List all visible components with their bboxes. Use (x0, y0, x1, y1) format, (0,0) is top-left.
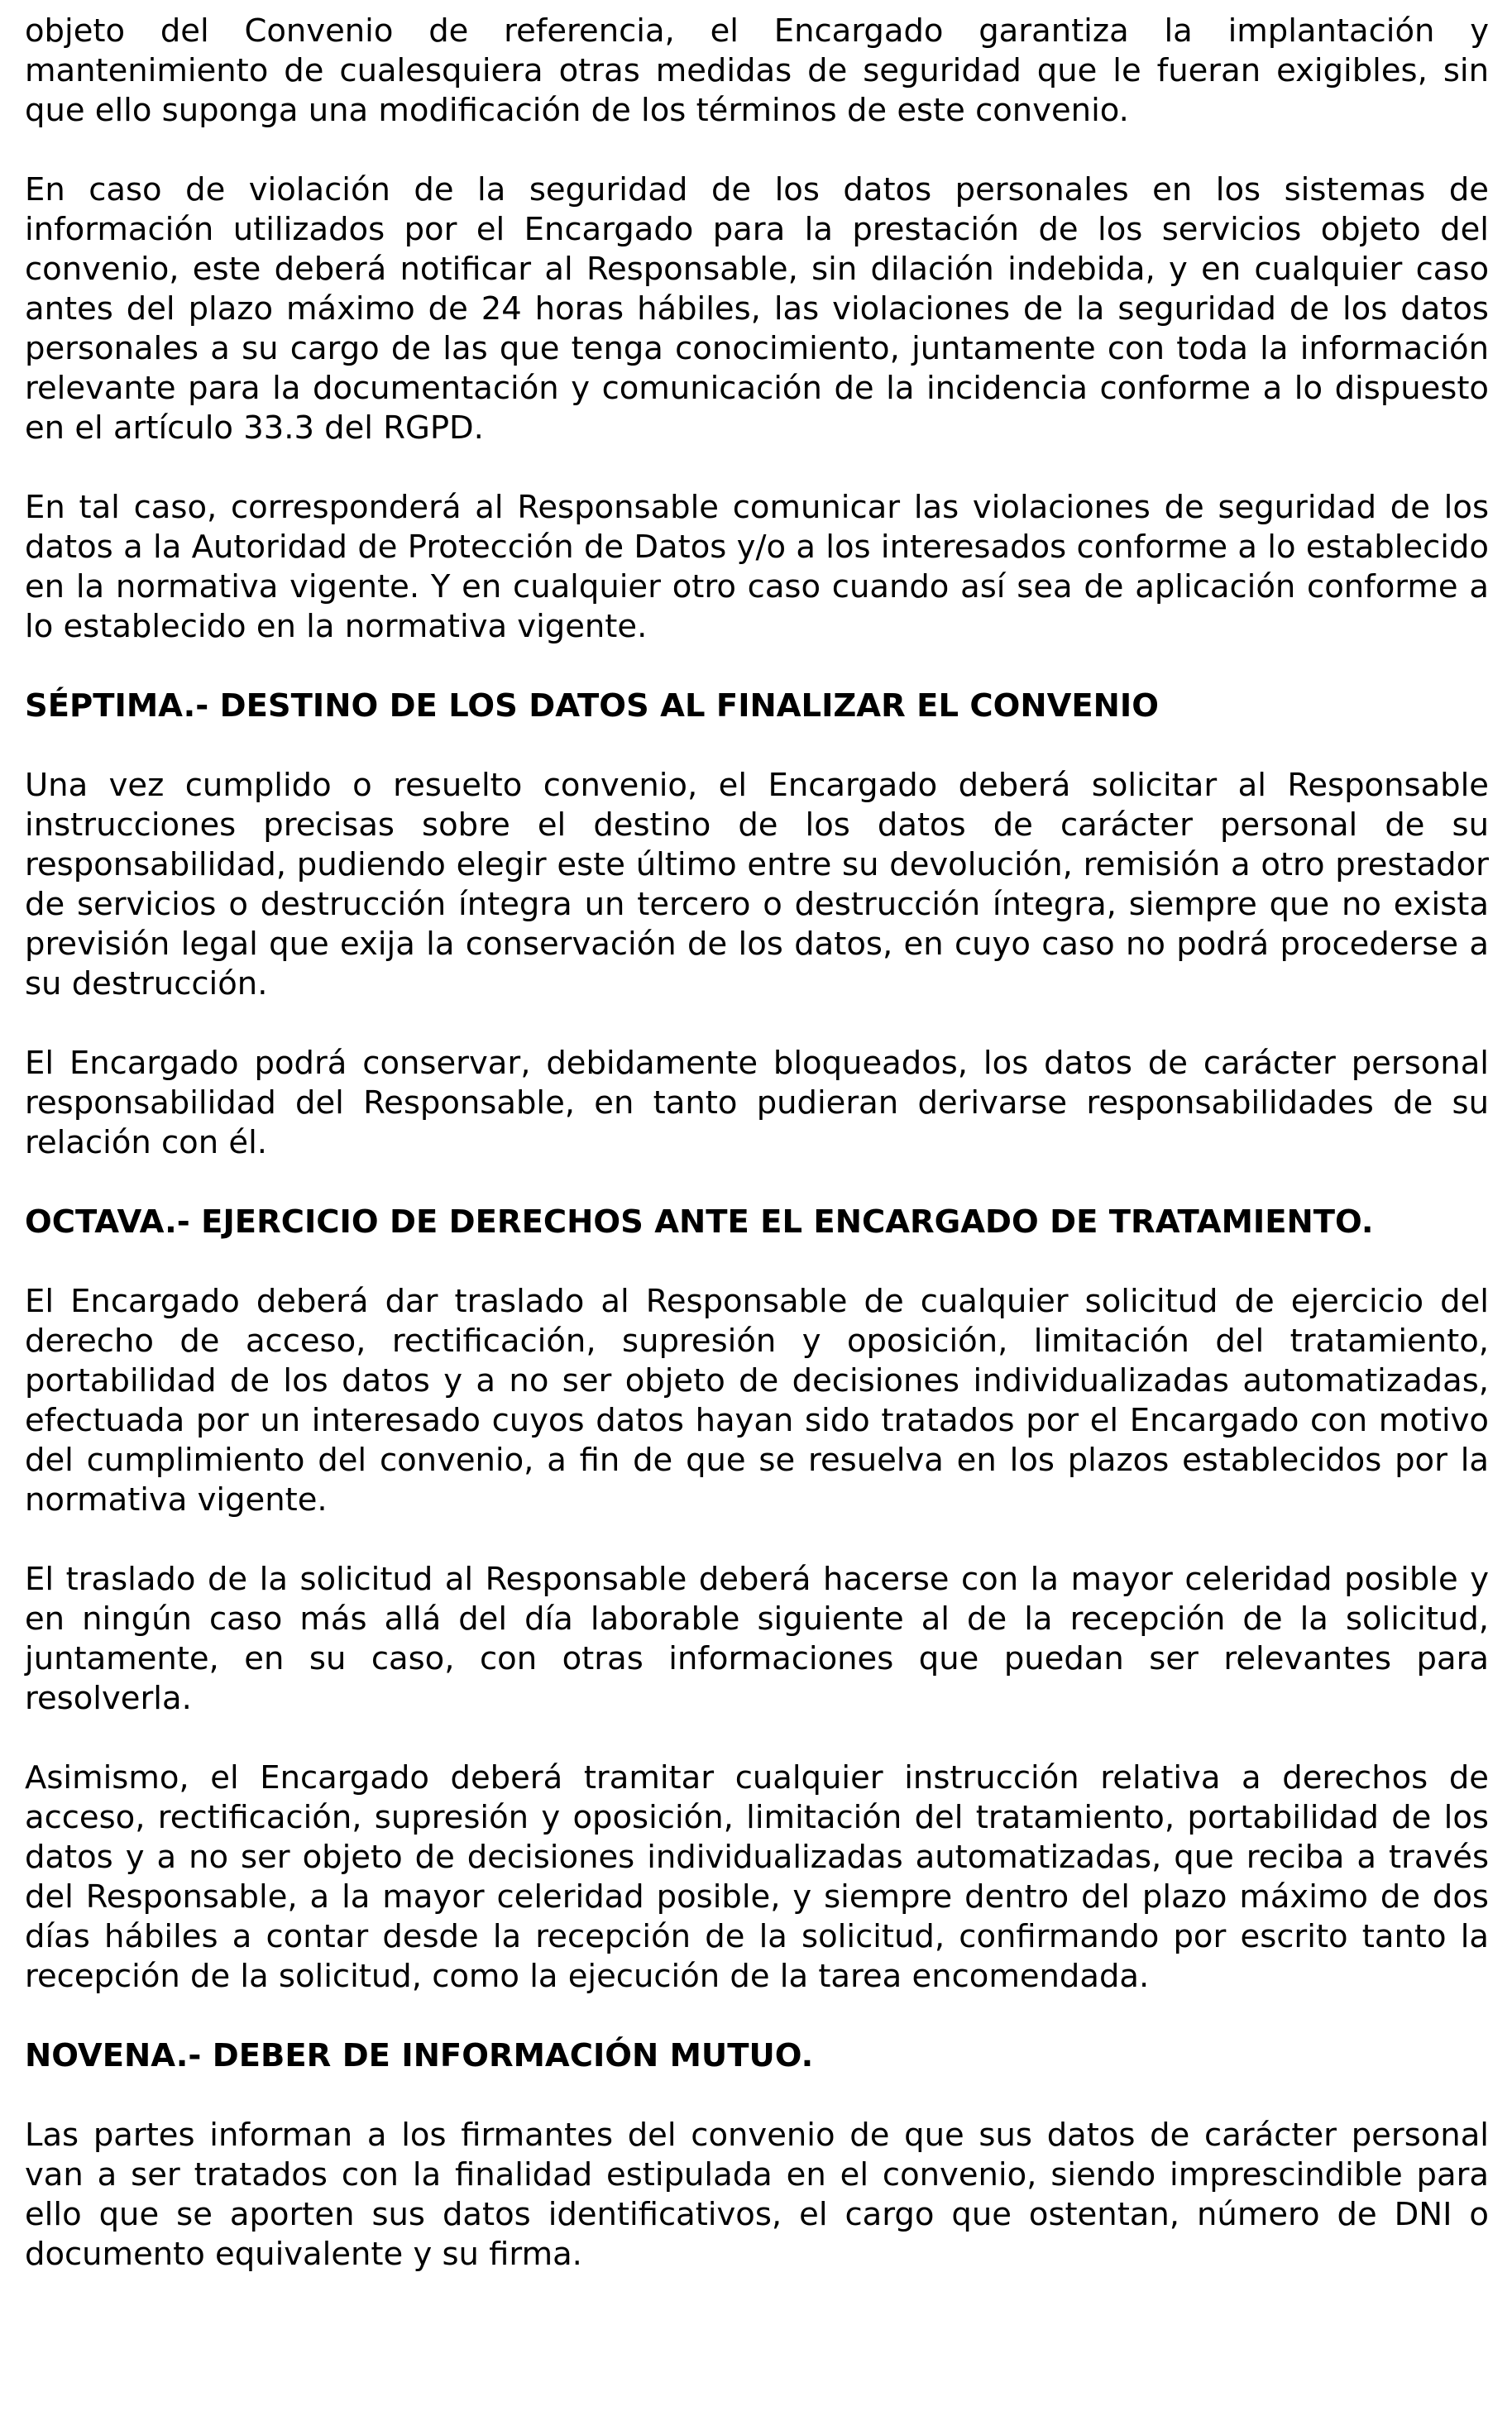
paragraph-authority-communication: En tal caso, corresponderá al Responsable comunicar las violaciones de seguridad de los datos a la Autoridad de Protección de Datos y/o a los interesados conforme a lo establecido en la normativa vigente. Y en cualquier otro caso cuando así sea de aplicación conforme a lo establecido en la normativa vigente. (25, 489, 1489, 645)
paragraph-data-retention: El Encargado podrá conservar, debidamente bloqueados, los datos de carácter personal responsabilidad del Responsable, en tanto pudieran derivarse responsabilidades de su relación con él. (25, 1045, 1489, 1161)
paragraph-mutual-information: Las partes informan a los firmantes del convenio de que sus datos de carácter personal van a ser tratados con la finalidad estipulada en el convenio, siendo imprescindible para ello que se aporten sus datos identificativos, el cargo que ostentan, número de DNI o documento equivalente y su firma. (25, 2117, 1489, 2273)
paragraph-data-destination: Una vez cumplido o resuelto convenio, el Encargado deberá solicitar al Responsable instrucciones precisas sobre el destino de los datos de carácter personal de su responsabilidad, pudiendo elegir este último entre su devolución, remisión a otro prestador de servicios o destrucción íntegra un tercero o destrucción íntegra, siempre que no exista previsión legal que exija la conservación de los datos, en cuyo caso no podrá procederse a su destrucción. (25, 767, 1489, 1002)
paragraph-rights-transfer: El Encargado deberá dar traslado al Responsable de cualquier solicitud de ejercicio del derecho de acceso, rectificación, supresión y oposición, limitación del tratamiento, portabilidad de los datos y a no ser objeto de decisiones individualizadas automatizadas, efectuada por un interesado cuyos datos hayan sido tratados por el Encargado con motivo del cumplimiento del convenio, a fin de que se resuelva en los plazos establecidos por la normativa vigente. (25, 1283, 1489, 1519)
paragraph-breach-notification: En caso de violación de la seguridad de los datos personales en los sistemas de información utilizados por el Encargado para la prestación de los servicios objeto del convenio, este deberá notificar al Responsable, sin dilación indebida, y en cualquier caso antes del plazo máximo de 24 horas hábiles, las violaciones de la seguridad de los datos personales a su cargo de las que tenga conocimiento, juntamente con toda la información relevante para la documentación y comunicación de la incidencia conforme a lo dispuesto en el artículo 33.3 del RGPD. (25, 171, 1489, 447)
paragraph-instruction-processing: Asimismo, el Encargado deberá tramitar cualquier instrucción relativa a derechos de acceso, rectificación, supresión y oposición, limitación del tratamiento, portabilidad de los datos y a no ser objeto de decisiones individualizadas automatizadas, que reciba a través del Responsable, a la mayor celeridad posible, y siempre dentro del plazo máximo de dos días hábiles a contar desde la recepción de la solicitud, confirmando por escrito tanto la recepción de la solicitud, como la ejecución de la tarea encomendada. (25, 1759, 1489, 1995)
paragraph-transfer-timing: El traslado de la solicitud al Responsable deberá hacerse con la mayor celeridad posible y en ningún caso más allá del día laborable siguiente al de la recepción de la solicitud, juntamente, en su caso, con otras informaciones que puedan ser relevantes para resolverla. (25, 1561, 1489, 1717)
section-heading-septima: SÉPTIMA.- DESTINO DE LOS DATOS AL FINALIZAR EL CONVENIO (25, 687, 1159, 725)
section-heading-novena: NOVENA.- DEBER DE INFORMACIÓN MUTUO. (25, 2037, 814, 2074)
section-heading-octava: OCTAVA.- EJERCICIO DE DERECHOS ANTE EL ENCARGADO DE TRATAMIENTO. (25, 1203, 1374, 1241)
paragraph-security-measures: objeto del Convenio de referencia, el Encargado garantiza la implantación y mantenimiento de cualesquiera otras medidas de seguridad que le fueran exigibles, sin que ello suponga una modificación de los términos de este convenio. (25, 12, 1489, 129)
document-page (25, 12, 1489, 2314)
